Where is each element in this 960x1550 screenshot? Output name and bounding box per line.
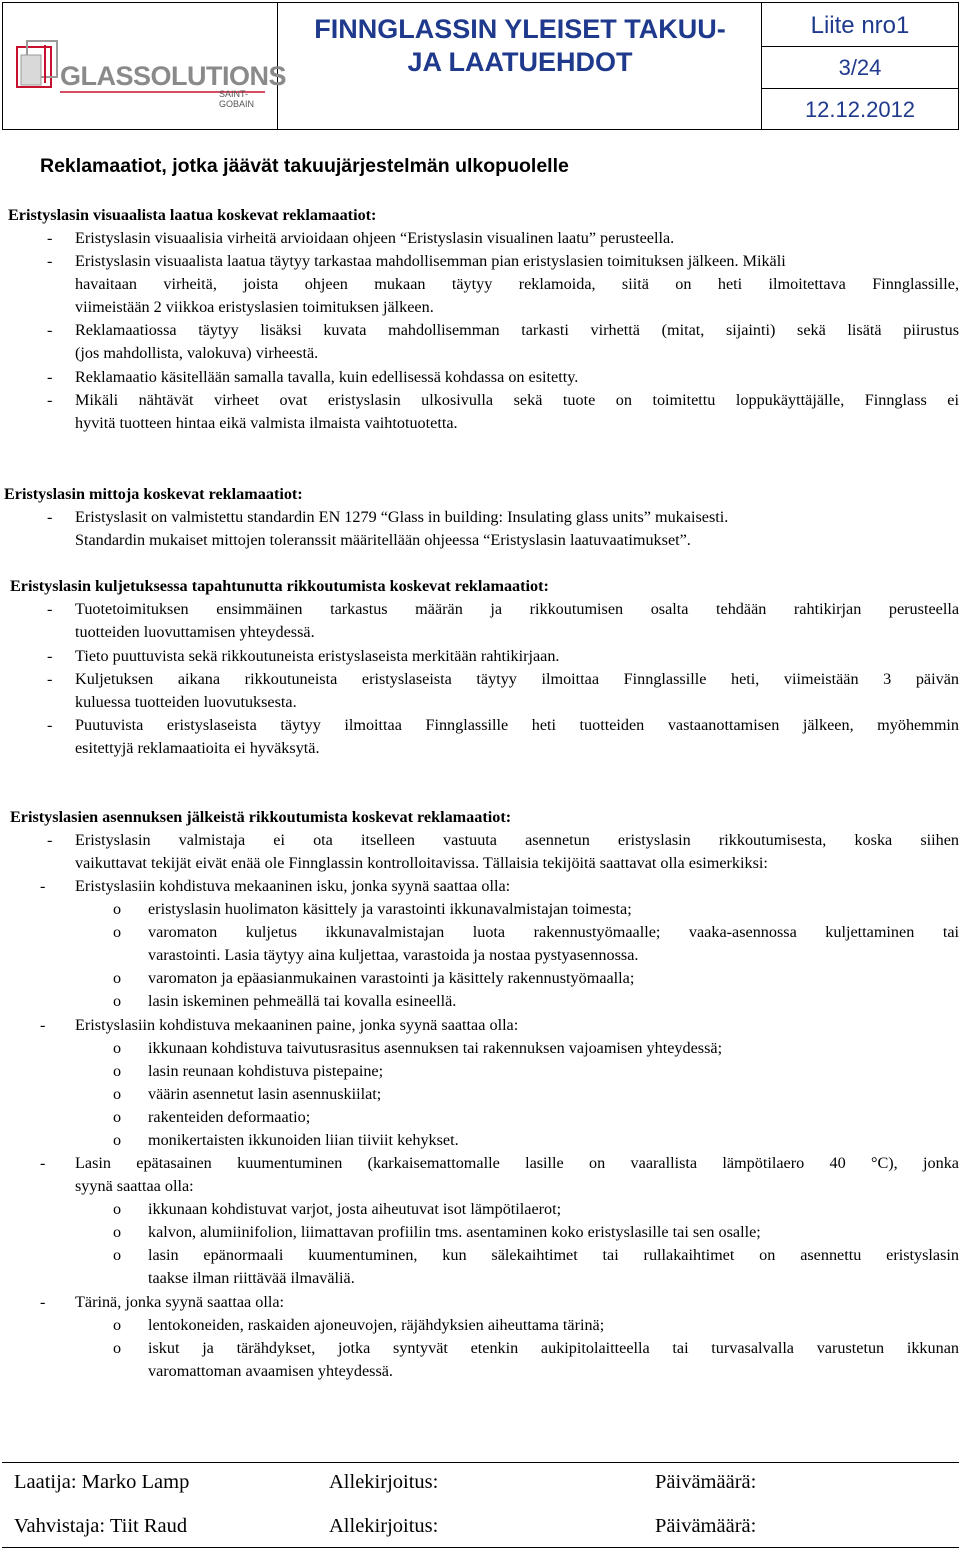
approver-label: Vahvistaja: Tiit Raud [14,1515,188,1537]
list-item-cont: havaitaan virheitä, joista ohjeen mukaan täytyy reklamoida, siitä on heti ilmoitettava Finnglassille, [75,275,959,293]
logo-cell [3,3,287,129]
sub-item: varomaton ja epäasianmukainen varastointi ja käsittely rakennustyömaalla; [148,969,635,987]
sub-item: lasin epänormaali kuumentuminen, kun sälekaihtimet tai rullakaihtimet on asennettu eristyslasin [148,1246,959,1264]
list-item: Tärinä, jonka syynä saattaa olla: [75,1293,285,1311]
meta-cell [762,3,958,129]
sub-item: ikkunaan kohdistuva taivutusrasitus asennuksen tai rakennuksen vajoamisen yhteydessä; [148,1039,723,1057]
circle-bullet: o [113,1200,122,1218]
section-title: Eristyslasin mittoja koskevat reklamaatiot: [4,485,303,503]
circle-bullet: o [113,1108,122,1126]
list-item-cont: vaikuttavat tekijät eivät enää ole Finnglassin kontrolloitavissa. Tällaisia tekijöitä saattavat olla esimerkiksi: [75,854,768,872]
sub-item: varomaton kuljetus ikkunavalmistajan luota rakennustyömaalle; vaaka-asennossa kuljettaminen tai [148,923,959,941]
circle-bullet: o [113,969,122,987]
circle-bullet: o [113,1131,122,1149]
circle-bullet: o [113,923,122,941]
list-item-cont: tuotteiden luovuttamisen yhteydessä. [75,623,315,641]
dash-bullet: - [47,321,53,339]
circle-bullet: o [113,1223,122,1241]
title-cell [278,3,762,129]
document-footer [2,1462,959,1548]
list-item-cont: viimeistään 2 viikkoa eristyslasien toimituksen jälkeen. [75,298,434,316]
circle-bullet: o [113,1085,122,1103]
list-item: Eristyslasin visuaalista laatua täytyy tarkastaa mahdollisemman pian eristyslasien toimituksen jälkeen. Mikäli [75,252,786,270]
dash-bullet: - [47,670,53,688]
dash-bullet: - [47,368,53,386]
sub-item: lasin iskeminen pehmeällä tai kovalla esineellä. [148,992,457,1010]
list-item: Reklamaatio käsitellään samalla tavalla, kuin edellisessä kohdassa on esitetty. [75,368,579,386]
sub-item: ikkunaan kohdistuvat varjot, josta aiheutuvat isot lämpötilaerot; [148,1200,562,1218]
list-item: Kuljetuksen aikana rikkoutuneista eristyslaseista täytyy ilmoittaa Finnglassille heti, viimeistään 3 päivän [75,670,959,688]
document-date: 12.12.2012 [804,97,916,122]
list-item-cont: esitettyjä reklamaatioita ei hyväksytä. [75,739,320,757]
dash-bullet: - [40,1154,46,1172]
list-item-cont: hyvitä tuotteen hintaa eikä valmista ilmaista vaihtotuotetta. [75,414,458,432]
dash-bullet: - [47,252,53,270]
circle-bullet: o [113,1246,122,1264]
dash-bullet: - [47,391,53,409]
section-title: Eristyslasin kuljetuksessa tapahtunutta rikkoutumista koskevat reklamaatiot: [10,577,549,595]
sub-item-cont: taakse ilman riittävää ilmaväliä. [148,1269,355,1287]
dash-bullet: - [47,647,53,665]
list-item-cont: syynä saattaa olla: [75,1177,194,1195]
list-item: Reklamaatiossa täytyy lisäksi kuvata mahdollisemman tarkasti virhettä (mitat, sijainti) sekä lisätä piirustus [75,321,959,339]
page-heading: Reklamaatiot, jotka jäävät takuujärjestelmän ulkopuolelle [40,155,569,177]
section-title: Eristyslasin visuaalista laatua koskevat reklamaatiot: [8,206,377,224]
list-item: Puutuvista eristyslaseista täytyy ilmoittaa Finnglassille heti tuotteiden vastaanottamisen jälkeen, myöhemmin [75,716,959,734]
sub-item: rakenteiden deformaatio; [148,1108,311,1126]
list-item: Eristyslasit on valmistettu standardin EN 1279 “Glass in building: Insulating glass units” mukaisesti. [75,508,729,526]
list-item: Eristyslasiin kohdistuva mekaaninen paine, jonka syynä saattaa olla: [75,1016,519,1034]
date-label: Päivämäärä: [655,1471,757,1493]
signature-label: Allekirjoitus: [329,1515,439,1537]
dash-bullet: - [47,600,53,618]
date-label: Päivämäärä: [655,1515,757,1537]
list-item-cont: Standardin mukaiset mittojen toleranssit määritellään ohjeessa “Eristyslasin laatuvaatimukset”. [75,531,691,549]
list-item: Eristyslasin visuaalisia virheitä arvioidaan ohjeen “Eristyslasin visualinen laatu” perusteella. [75,229,675,247]
dash-bullet: - [40,1016,46,1034]
signature-label: Allekirjoitus: [329,1471,439,1493]
dash-bullet: - [40,1293,46,1311]
sub-item: lasin reunaan kohdistuva pistepaine; [148,1062,384,1080]
dash-bullet: - [47,229,53,247]
section-title: Eristyslasien asennuksen jälkeistä rikkoutumista koskevat reklamaatiot: [10,808,512,826]
list-item: Eristyslasin valmistaja ei ota itselleen vastuuta asennetun eristyslasin rikkoutumisesta, koska siihen [75,831,959,849]
dash-bullet: - [47,508,53,526]
dash-bullet: - [40,877,46,895]
circle-bullet: o [113,992,122,1010]
attachment-number: Liite nro1 [810,12,910,39]
logo-text: GLASSOLUTIONS [60,61,287,91]
logo-subtext: SAINT-GOBAIN [219,89,255,109]
dash-bullet: - [47,831,53,849]
dash-bullet: - [47,716,53,734]
sub-item: lentokoneiden, raskaiden ajoneuvojen, räjähdyksien aiheuttama tärinä; [148,1316,605,1334]
circle-bullet: o [113,1062,122,1080]
circle-bullet: o [113,900,122,918]
sub-item-cont: varastointi. Lasia täytyy aina kuljettaa, varastoida ja nostaa pystyasennossa. [148,946,639,964]
list-item-cont: (jos mahdollista, valokuva) virheestä. [75,344,319,362]
title-line-2: JA LAATUEHDOT [407,47,633,77]
sub-item: eristyslasin huolimaton käsittely ja varastointi ikkunavalmistajan toimesta; [148,900,632,918]
glassolutions-logo [15,39,287,109]
circle-bullet: o [113,1316,122,1334]
sub-item: kalvon, alumiinifolion, liimattavan profiilin tms. asentaminen koko eristyslasille tai sen osalle; [148,1223,761,1241]
list-item: Tuotetoimituksen ensimmäinen tarkastus määrän ja rikkoutumisen osalta tehdään rahtikirjan perusteella [75,600,959,618]
title-line-1: FINNGLASSIN YLEISET TAKUU- [314,14,726,44]
list-item-cont: kuluessa tuotteiden luovutuksesta. [75,693,297,711]
circle-bullet: o [113,1039,122,1057]
author-label: Laatija: Marko Lamp [14,1471,190,1493]
list-item: Eristyslasiin kohdistuva mekaaninen isku, jonka syynä saattaa olla: [75,877,511,895]
sub-item: iskut ja tärähdykset, jotka syntyvät etenkin aukipitolaitteella tai turvasalvalla varustetun ikkunan [148,1339,959,1357]
document-header [2,2,959,130]
page-number: 3/24 [838,55,882,80]
sub-item: väärin asennetut lasin asennuskiilat; [148,1085,382,1103]
list-item: Mikäli nähtävät virheet ovat eristyslasin ulkosivulla sekä tuote on toimitettu loppukäyttäjälle, Finnglass ei [75,391,959,409]
sub-item: monikertaisten ikkunoiden liian tiiviit kehykset. [148,1131,459,1149]
list-item: Tieto puuttuvista sekä rikkoutuneista eristyslaseista merkitään rahtikirjaan. [75,647,560,665]
document-title [278,13,762,79]
sub-item-cont: varomattoman avaamisen yhteydessä. [148,1362,393,1380]
list-item: Lasin epätasainen kuumentuminen (karkaisemattomalle lasille on vaarallista lämpötilaero 40 °C), jonka [75,1154,959,1172]
circle-bullet: o [113,1339,122,1357]
